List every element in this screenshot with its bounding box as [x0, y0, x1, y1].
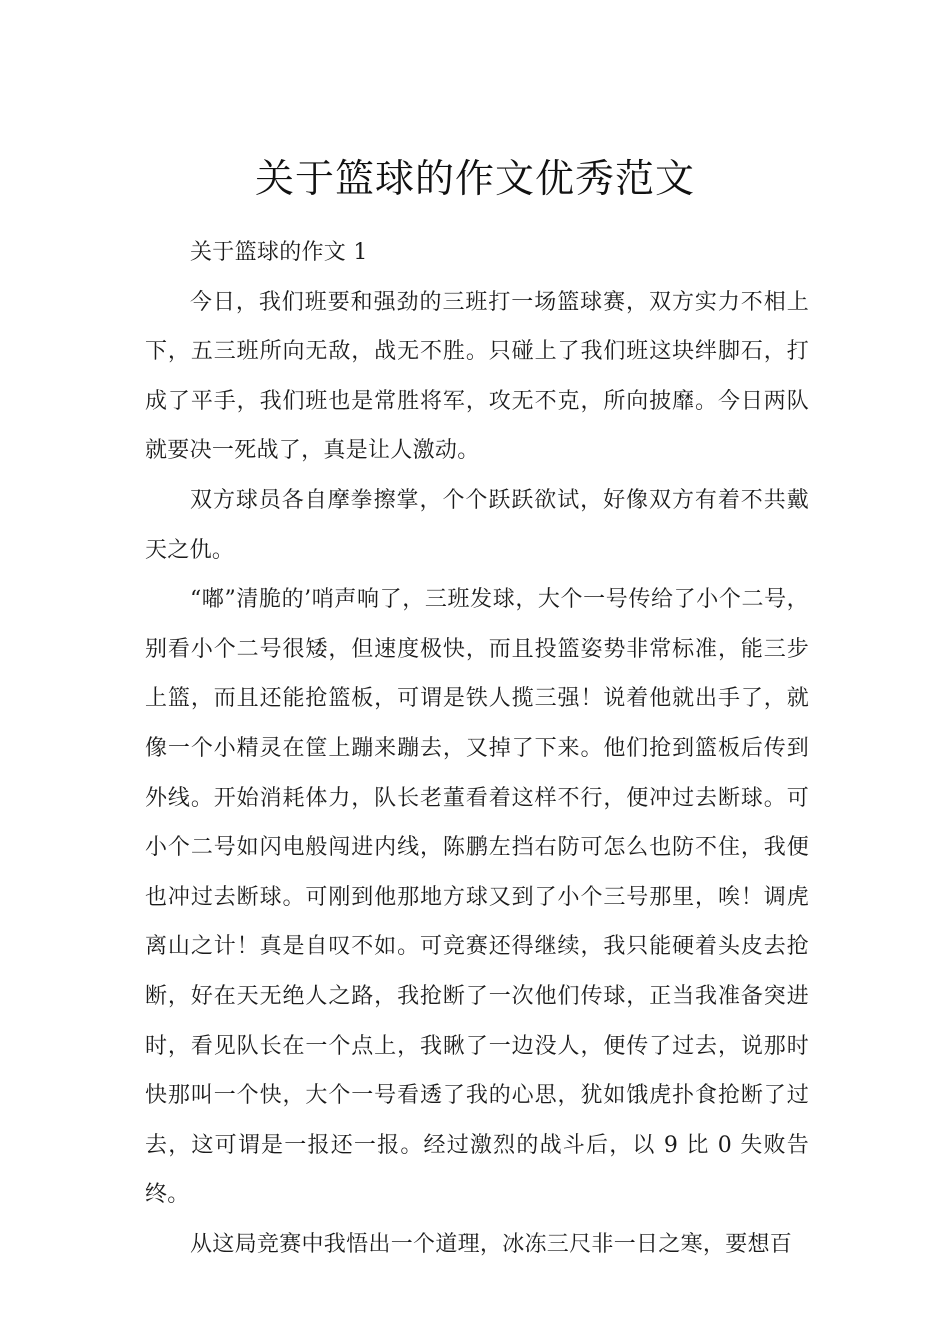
paragraph-4: 从这局竞赛中我悟出一个道理，冰冻三尺非一日之寒，要想百 — [190, 1231, 793, 1257]
paragraph-3: “嘟”清脆的’哨声响了，三班发球，大个一号传给了小个二号，别看小个二号很矮，但速度极快，而且投篮姿势非常标准，能三步上篮，而且还能抢篮板，可谓是铁人揽三强！说着他就出手了，就像一个小精灵在筐上蹦来蹦去，又掉了下来。他们抢到篮板后传到外线。开始消耗体力，队长老董看着这样不行，便冲过去断球。可小个二号如闪电般闯进内线，陈鹏左挡右防可怎么也防不住，我便也冲过去断球。可刚到他那地方球又到了小个三号那里，唉！调虎离山之计！真是自叹不如。可竞赛还得继续，我只能硬着头皮去抢断，好在天无绝人之路，我抢断了一次他们传球，正当我准备突进时，看见队长在一个点上，我瞅了一边没人，便传了过去，说那时快那叫一个快，大个一号看透了我的心思，犹如饿虎扑食抢断了过去，这可谓是一报还一报。经过激烈的战斗后，以 9 比 0 失败告终。 — [145, 587, 809, 1208]
section-heading: 关于篮球的作文 1 — [190, 240, 368, 265]
document-title: 关于篮球的作文优秀范文 — [254, 157, 695, 203]
document-body — [145, 228, 809, 1269]
paragraph-2: 双方球员各自摩拳擦掌，个个跃跃欲试，好像双方有着不共戴天之仇。 — [145, 487, 809, 563]
paragraph-1: 今日，我们班要和强劲的三班打一场篮球赛，双方实力不相上下，五三班所向无敌，战无不胜。只碰上了我们班这块绊脚石，打成了平手，我们班也是常胜将军，攻无不克，所向披靡。今日两队就要决一死战了，真是让人激动。 — [145, 289, 809, 464]
